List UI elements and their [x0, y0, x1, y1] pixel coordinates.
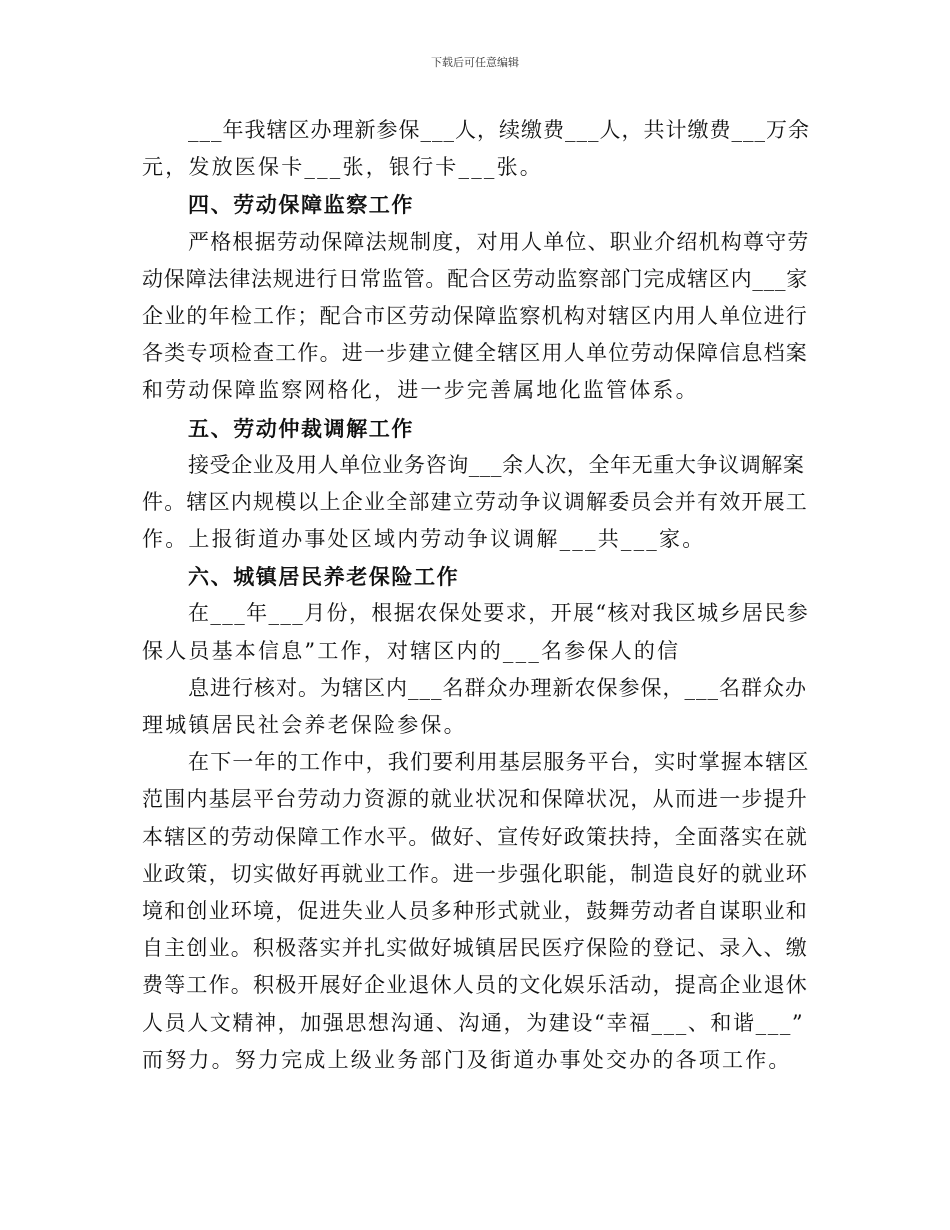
text-line: 保人员基本信息”工作，对辖区内的___名参保人的信 [142, 638, 681, 663]
text-line: 本辖区的劳动保障工作水平。做好、宣传好政策扶持，全面落实在就 [142, 824, 808, 849]
text-line: 和劳动保障监察网格化，进一步完善属地化监管体系。 [142, 378, 699, 403]
text-line: 业政策，切实做好再就业工作。进一步强化职能，制造良好的就业环 [142, 861, 808, 886]
section-heading: 四、劳动保障监察工作 [188, 192, 414, 218]
paragraph-lines [142, 112, 810, 1079]
section-heading: 六、城镇居民养老保险工作 [188, 564, 460, 590]
text-line: 件。辖区内规模以上企业全部建立劳动争议调解委员会并有效开展工 [142, 489, 808, 514]
page-header: 下载后可任意编辑 [431, 56, 519, 69]
text-line: ___年我辖区办理新参保___人，续缴费___人，共计缴费___万余 [188, 118, 810, 142]
text-line: 息进行核对。为辖区内___名群众办理新农保参保，___名群众办 [188, 675, 807, 700]
text-line: 费等工作。积极开展好企业退休人员的文化娱乐活动，提高企业退休 [142, 973, 808, 998]
text-line: 在下一年的工作中，我们要利用基层服务平台，实时掌握本辖区 [188, 750, 810, 775]
text-line: 理城镇居民社会养老保险参保。 [142, 713, 467, 737]
text-line: 动保障法律法规进行日常监管。配合区劳动监察部门完成辖区内___家 [142, 266, 809, 291]
section-heading: 五、劳动仲裁调解工作 [188, 415, 414, 441]
text-line: 作。上报街道办事处区域内劳动争议调解___共___家。 [142, 527, 706, 552]
text-line: 境和创业环境，促进失业人员多种形式就业，鼓舞劳动者自谋职业和 [142, 898, 808, 923]
text-line: 而努力。努力完成上级业务部门及街道办事处交办的各项工作。 [142, 1047, 792, 1072]
text-line: 范围内基层平台劳动力资源的就业状况和保障状况，从而进一步提升 [142, 787, 808, 812]
text-line: 企业的年检工作；配合市区劳动保障监察机构对辖区内用人单位进行 [142, 303, 808, 328]
text-line: 人员人文精神，加强思想沟通、沟通，为建设“幸福___、和谐___” [142, 1010, 805, 1035]
text-line: 接受企业及用人单位业务咨询___余人次，全年无重大争议调解案 [188, 452, 805, 477]
document-body [142, 112, 810, 1079]
text-line: 元，发放医保卡___张，银行卡___张。 [142, 155, 543, 180]
text-line: 各类专项检查工作。进一步建立健全辖区用人单位劳动保障信息档案 [142, 341, 808, 366]
text-line: 自主创业。积极落实并扎实做好城镇居民医疗保险的登记、录入、缴 [142, 936, 808, 961]
text-line: 在___年___月份，根据农保处要求，开展“核对我区城乡居民参 [188, 601, 810, 626]
text-line: 严格根据劳动保障法规制度，对用人单位、职业介绍机构尊守劳 [188, 229, 810, 254]
